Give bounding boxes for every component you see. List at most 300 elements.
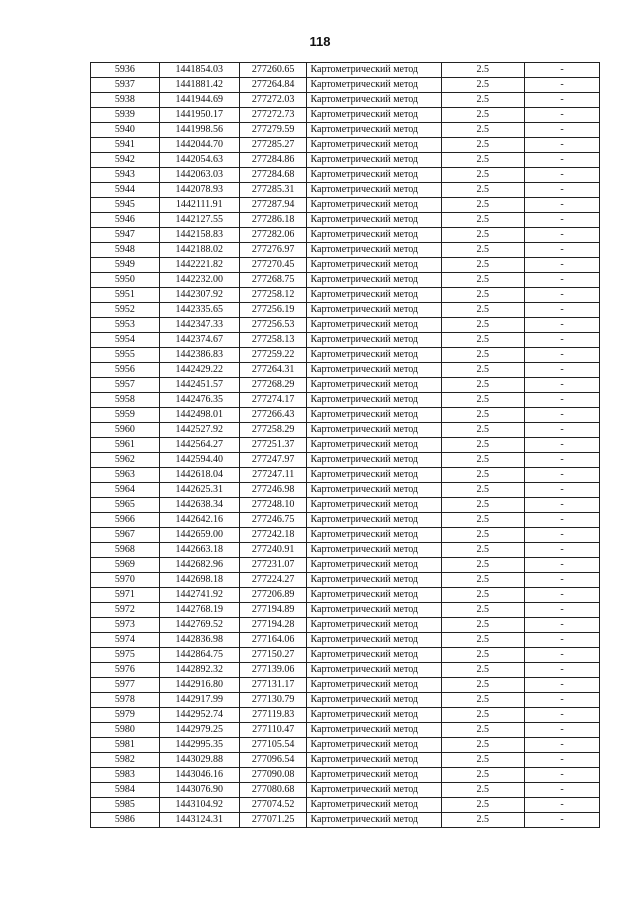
accuracy-cell: 2.5: [441, 378, 524, 393]
extra-cell: -: [525, 618, 600, 633]
point-number-cell: 5949: [91, 258, 160, 273]
method-cell: Картометрический метод: [307, 288, 441, 303]
coordinates-table-body: [91, 63, 600, 828]
method-cell: Картометрический метод: [307, 633, 441, 648]
method-cell: Картометрический метод: [307, 318, 441, 333]
method-cell: Картометрический метод: [307, 153, 441, 168]
extra-cell: -: [525, 393, 600, 408]
accuracy-cell: 2.5: [441, 783, 524, 798]
x-coordinate-cell: 1442188.02: [159, 243, 239, 258]
y-coordinate-cell: 277105.54: [239, 738, 307, 753]
accuracy-cell: 2.5: [441, 528, 524, 543]
y-coordinate-cell: 277274.17: [239, 393, 307, 408]
table-row: [91, 153, 600, 168]
table-row: [91, 318, 600, 333]
point-number-cell: 5961: [91, 438, 160, 453]
method-cell: Картометрический метод: [307, 108, 441, 123]
table-row: [91, 438, 600, 453]
method-cell: Картометрический метод: [307, 198, 441, 213]
method-cell: Картометрический метод: [307, 168, 441, 183]
x-coordinate-cell: 1441998.56: [159, 123, 239, 138]
extra-cell: -: [525, 108, 600, 123]
extra-cell: -: [525, 783, 600, 798]
accuracy-cell: 2.5: [441, 78, 524, 93]
accuracy-cell: 2.5: [441, 513, 524, 528]
x-coordinate-cell: 1442347.33: [159, 318, 239, 333]
accuracy-cell: 2.5: [441, 798, 524, 813]
y-coordinate-cell: 277164.06: [239, 633, 307, 648]
table-row: [91, 558, 600, 573]
table-row: [91, 393, 600, 408]
method-cell: Картометрический метод: [307, 513, 441, 528]
extra-cell: -: [525, 693, 600, 708]
extra-cell: -: [525, 198, 600, 213]
method-cell: Картометрический метод: [307, 423, 441, 438]
method-cell: Картометрический метод: [307, 483, 441, 498]
point-number-cell: 5983: [91, 768, 160, 783]
table-row: [91, 468, 600, 483]
x-coordinate-cell: 1443046.16: [159, 768, 239, 783]
y-coordinate-cell: 277131.17: [239, 678, 307, 693]
extra-cell: -: [525, 498, 600, 513]
accuracy-cell: 2.5: [441, 663, 524, 678]
extra-cell: -: [525, 288, 600, 303]
extra-cell: -: [525, 408, 600, 423]
point-number-cell: 5946: [91, 213, 160, 228]
table-row: [91, 423, 600, 438]
y-coordinate-cell: 277258.13: [239, 333, 307, 348]
accuracy-cell: 2.5: [441, 768, 524, 783]
point-number-cell: 5962: [91, 453, 160, 468]
x-coordinate-cell: 1442054.63: [159, 153, 239, 168]
method-cell: Картометрический метод: [307, 303, 441, 318]
extra-cell: -: [525, 183, 600, 198]
point-number-cell: 5979: [91, 708, 160, 723]
accuracy-cell: 2.5: [441, 738, 524, 753]
point-number-cell: 5958: [91, 393, 160, 408]
y-coordinate-cell: 277251.37: [239, 438, 307, 453]
x-coordinate-cell: 1442741.92: [159, 588, 239, 603]
y-coordinate-cell: 277247.97: [239, 453, 307, 468]
y-coordinate-cell: 277260.65: [239, 63, 307, 78]
table-row: [91, 603, 600, 618]
y-coordinate-cell: 277285.31: [239, 183, 307, 198]
x-coordinate-cell: 1442642.16: [159, 513, 239, 528]
accuracy-cell: 2.5: [441, 63, 524, 78]
x-coordinate-cell: 1442952.74: [159, 708, 239, 723]
y-coordinate-cell: 277246.98: [239, 483, 307, 498]
method-cell: Картометрический метод: [307, 738, 441, 753]
method-cell: Картометрический метод: [307, 468, 441, 483]
method-cell: Картометрический метод: [307, 393, 441, 408]
extra-cell: -: [525, 558, 600, 573]
accuracy-cell: 2.5: [441, 543, 524, 558]
table-row: [91, 198, 600, 213]
accuracy-cell: 2.5: [441, 138, 524, 153]
point-number-cell: 5969: [91, 558, 160, 573]
y-coordinate-cell: 277110.47: [239, 723, 307, 738]
x-coordinate-cell: 1442892.32: [159, 663, 239, 678]
extra-cell: -: [525, 423, 600, 438]
accuracy-cell: 2.5: [441, 348, 524, 363]
method-cell: Картометрический метод: [307, 708, 441, 723]
y-coordinate-cell: 277074.52: [239, 798, 307, 813]
point-number-cell: 5982: [91, 753, 160, 768]
accuracy-cell: 2.5: [441, 123, 524, 138]
y-coordinate-cell: 277248.10: [239, 498, 307, 513]
table-row: [91, 633, 600, 648]
table-row: [91, 303, 600, 318]
point-number-cell: 5978: [91, 693, 160, 708]
x-coordinate-cell: 1441881.42: [159, 78, 239, 93]
extra-cell: -: [525, 93, 600, 108]
accuracy-cell: 2.5: [441, 648, 524, 663]
table-row: [91, 243, 600, 258]
table-row: [91, 93, 600, 108]
x-coordinate-cell: 1442625.31: [159, 483, 239, 498]
y-coordinate-cell: 277259.22: [239, 348, 307, 363]
accuracy-cell: 2.5: [441, 633, 524, 648]
table-row: [91, 453, 600, 468]
method-cell: Картометрический метод: [307, 498, 441, 513]
extra-cell: -: [525, 453, 600, 468]
table-row: [91, 138, 600, 153]
point-number-cell: 5938: [91, 93, 160, 108]
table-row: [91, 168, 600, 183]
point-number-cell: 5976: [91, 663, 160, 678]
point-number-cell: 5975: [91, 648, 160, 663]
table-row: [91, 528, 600, 543]
point-number-cell: 5985: [91, 798, 160, 813]
method-cell: Картометрический метод: [307, 573, 441, 588]
extra-cell: -: [525, 798, 600, 813]
method-cell: Картометрический метод: [307, 813, 441, 828]
x-coordinate-cell: 1442659.00: [159, 528, 239, 543]
x-coordinate-cell: 1442429.22: [159, 363, 239, 378]
table-row: [91, 738, 600, 753]
y-coordinate-cell: 277285.27: [239, 138, 307, 153]
y-coordinate-cell: 277256.53: [239, 318, 307, 333]
table-row: [91, 228, 600, 243]
accuracy-cell: 2.5: [441, 258, 524, 273]
x-coordinate-cell: 1442594.40: [159, 453, 239, 468]
y-coordinate-cell: 277272.73: [239, 108, 307, 123]
x-coordinate-cell: 1442836.98: [159, 633, 239, 648]
point-number-cell: 5942: [91, 153, 160, 168]
x-coordinate-cell: 1441854.03: [159, 63, 239, 78]
y-coordinate-cell: 277268.75: [239, 273, 307, 288]
method-cell: Картометрический метод: [307, 453, 441, 468]
point-number-cell: 5972: [91, 603, 160, 618]
accuracy-cell: 2.5: [441, 318, 524, 333]
extra-cell: -: [525, 813, 600, 828]
extra-cell: -: [525, 633, 600, 648]
extra-cell: -: [525, 318, 600, 333]
extra-cell: -: [525, 723, 600, 738]
accuracy-cell: 2.5: [441, 438, 524, 453]
x-coordinate-cell: 1443029.88: [159, 753, 239, 768]
table-row: [91, 78, 600, 93]
table-row: [91, 498, 600, 513]
method-cell: Картометрический метод: [307, 363, 441, 378]
point-number-cell: 5966: [91, 513, 160, 528]
table-row: [91, 663, 600, 678]
accuracy-cell: 2.5: [441, 273, 524, 288]
method-cell: Картометрический метод: [307, 123, 441, 138]
y-coordinate-cell: 277286.18: [239, 213, 307, 228]
x-coordinate-cell: 1442916.80: [159, 678, 239, 693]
accuracy-cell: 2.5: [441, 618, 524, 633]
y-coordinate-cell: 277258.12: [239, 288, 307, 303]
y-coordinate-cell: 277194.28: [239, 618, 307, 633]
extra-cell: -: [525, 138, 600, 153]
y-coordinate-cell: 277090.08: [239, 768, 307, 783]
extra-cell: -: [525, 153, 600, 168]
extra-cell: -: [525, 573, 600, 588]
extra-cell: -: [525, 78, 600, 93]
accuracy-cell: 2.5: [441, 108, 524, 123]
y-coordinate-cell: 277264.31: [239, 363, 307, 378]
point-number-cell: 5973: [91, 618, 160, 633]
extra-cell: -: [525, 438, 600, 453]
extra-cell: -: [525, 768, 600, 783]
x-coordinate-cell: 1442769.52: [159, 618, 239, 633]
accuracy-cell: 2.5: [441, 573, 524, 588]
y-coordinate-cell: 277139.06: [239, 663, 307, 678]
method-cell: Картометрический метод: [307, 258, 441, 273]
accuracy-cell: 2.5: [441, 243, 524, 258]
extra-cell: -: [525, 363, 600, 378]
table-row: [91, 678, 600, 693]
y-coordinate-cell: 277080.68: [239, 783, 307, 798]
extra-cell: -: [525, 273, 600, 288]
coordinates-table: [90, 62, 600, 828]
table-row: [91, 288, 600, 303]
accuracy-cell: 2.5: [441, 753, 524, 768]
x-coordinate-cell: 1442111.91: [159, 198, 239, 213]
x-coordinate-cell: 1442682.96: [159, 558, 239, 573]
point-number-cell: 5953: [91, 318, 160, 333]
y-coordinate-cell: 277282.06: [239, 228, 307, 243]
point-number-cell: 5965: [91, 498, 160, 513]
extra-cell: -: [525, 738, 600, 753]
table-row: [91, 123, 600, 138]
extra-cell: -: [525, 243, 600, 258]
point-number-cell: 5963: [91, 468, 160, 483]
extra-cell: -: [525, 228, 600, 243]
table-row: [91, 543, 600, 558]
accuracy-cell: 2.5: [441, 168, 524, 183]
y-coordinate-cell: 277264.84: [239, 78, 307, 93]
y-coordinate-cell: 277256.19: [239, 303, 307, 318]
point-number-cell: 5959: [91, 408, 160, 423]
method-cell: Картометрический метод: [307, 183, 441, 198]
extra-cell: -: [525, 123, 600, 138]
extra-cell: -: [525, 708, 600, 723]
x-coordinate-cell: 1442386.83: [159, 348, 239, 363]
x-coordinate-cell: 1442768.19: [159, 603, 239, 618]
method-cell: Картометрический метод: [307, 528, 441, 543]
accuracy-cell: 2.5: [441, 363, 524, 378]
extra-cell: -: [525, 513, 600, 528]
point-number-cell: 5947: [91, 228, 160, 243]
point-number-cell: 5964: [91, 483, 160, 498]
y-coordinate-cell: 277194.89: [239, 603, 307, 618]
y-coordinate-cell: 277224.27: [239, 573, 307, 588]
y-coordinate-cell: 277287.94: [239, 198, 307, 213]
x-coordinate-cell: 1442158.83: [159, 228, 239, 243]
point-number-cell: 5974: [91, 633, 160, 648]
x-coordinate-cell: 1443076.90: [159, 783, 239, 798]
method-cell: Картометрический метод: [307, 543, 441, 558]
point-number-cell: 5943: [91, 168, 160, 183]
table-row: [91, 783, 600, 798]
point-number-cell: 5948: [91, 243, 160, 258]
method-cell: Картометрический метод: [307, 648, 441, 663]
y-coordinate-cell: 277279.59: [239, 123, 307, 138]
point-number-cell: 5970: [91, 573, 160, 588]
table-row: [91, 258, 600, 273]
x-coordinate-cell: 1442618.04: [159, 468, 239, 483]
method-cell: Картометрический метод: [307, 558, 441, 573]
x-coordinate-cell: 1442335.65: [159, 303, 239, 318]
accuracy-cell: 2.5: [441, 93, 524, 108]
point-number-cell: 5941: [91, 138, 160, 153]
accuracy-cell: 2.5: [441, 213, 524, 228]
table-row: [91, 363, 600, 378]
extra-cell: -: [525, 483, 600, 498]
x-coordinate-cell: 1442044.70: [159, 138, 239, 153]
point-number-cell: 5967: [91, 528, 160, 543]
x-coordinate-cell: 1442498.01: [159, 408, 239, 423]
accuracy-cell: 2.5: [441, 228, 524, 243]
accuracy-cell: 2.5: [441, 603, 524, 618]
y-coordinate-cell: 277247.11: [239, 468, 307, 483]
method-cell: Картометрический метод: [307, 228, 441, 243]
extra-cell: -: [525, 303, 600, 318]
extra-cell: -: [525, 348, 600, 363]
accuracy-cell: 2.5: [441, 183, 524, 198]
y-coordinate-cell: 277268.29: [239, 378, 307, 393]
x-coordinate-cell: 1442995.35: [159, 738, 239, 753]
accuracy-cell: 2.5: [441, 468, 524, 483]
method-cell: Картометрический метод: [307, 243, 441, 258]
table-row: [91, 213, 600, 228]
x-coordinate-cell: 1442232.00: [159, 273, 239, 288]
extra-cell: -: [525, 333, 600, 348]
extra-cell: -: [525, 468, 600, 483]
accuracy-cell: 2.5: [441, 498, 524, 513]
extra-cell: -: [525, 213, 600, 228]
table-row: [91, 693, 600, 708]
x-coordinate-cell: 1441944.69: [159, 93, 239, 108]
accuracy-cell: 2.5: [441, 333, 524, 348]
y-coordinate-cell: 277284.86: [239, 153, 307, 168]
table-row: [91, 798, 600, 813]
accuracy-cell: 2.5: [441, 153, 524, 168]
method-cell: Картометрический метод: [307, 438, 441, 453]
x-coordinate-cell: 1442221.82: [159, 258, 239, 273]
method-cell: Картометрический метод: [307, 333, 441, 348]
table-row: [91, 273, 600, 288]
y-coordinate-cell: 277272.03: [239, 93, 307, 108]
method-cell: Картометрический метод: [307, 753, 441, 768]
point-number-cell: 5945: [91, 198, 160, 213]
y-coordinate-cell: 277284.68: [239, 168, 307, 183]
x-coordinate-cell: 1442374.67: [159, 333, 239, 348]
x-coordinate-cell: 1442917.99: [159, 693, 239, 708]
x-coordinate-cell: 1442527.92: [159, 423, 239, 438]
x-coordinate-cell: 1442698.18: [159, 573, 239, 588]
table-row: [91, 708, 600, 723]
x-coordinate-cell: 1442564.27: [159, 438, 239, 453]
table-row: [91, 753, 600, 768]
table-row: [91, 63, 600, 78]
accuracy-cell: 2.5: [441, 558, 524, 573]
extra-cell: -: [525, 648, 600, 663]
table-row: [91, 588, 600, 603]
accuracy-cell: 2.5: [441, 198, 524, 213]
y-coordinate-cell: 277240.91: [239, 543, 307, 558]
y-coordinate-cell: 277150.27: [239, 648, 307, 663]
point-number-cell: 5984: [91, 783, 160, 798]
x-coordinate-cell: 1443104.92: [159, 798, 239, 813]
point-number-cell: 5981: [91, 738, 160, 753]
x-coordinate-cell: 1443124.31: [159, 813, 239, 828]
extra-cell: -: [525, 168, 600, 183]
point-number-cell: 5950: [91, 273, 160, 288]
point-number-cell: 5939: [91, 108, 160, 123]
point-number-cell: 5937: [91, 78, 160, 93]
y-coordinate-cell: 277071.25: [239, 813, 307, 828]
point-number-cell: 5968: [91, 543, 160, 558]
accuracy-cell: 2.5: [441, 693, 524, 708]
y-coordinate-cell: 277231.07: [239, 558, 307, 573]
extra-cell: -: [525, 378, 600, 393]
point-number-cell: 5936: [91, 63, 160, 78]
y-coordinate-cell: 277242.18: [239, 528, 307, 543]
accuracy-cell: 2.5: [441, 303, 524, 318]
y-coordinate-cell: 277258.29: [239, 423, 307, 438]
method-cell: Картометрический метод: [307, 618, 441, 633]
method-cell: Картометрический метод: [307, 273, 441, 288]
extra-cell: -: [525, 543, 600, 558]
table-row: [91, 108, 600, 123]
point-number-cell: 5940: [91, 123, 160, 138]
y-coordinate-cell: 277206.89: [239, 588, 307, 603]
method-cell: Картометрический метод: [307, 63, 441, 78]
x-coordinate-cell: 1441950.17: [159, 108, 239, 123]
y-coordinate-cell: 277246.75: [239, 513, 307, 528]
x-coordinate-cell: 1442979.25: [159, 723, 239, 738]
table-row: [91, 648, 600, 663]
method-cell: Картометрический метод: [307, 138, 441, 153]
table-row: [91, 813, 600, 828]
table-row: [91, 513, 600, 528]
point-number-cell: 5952: [91, 303, 160, 318]
method-cell: Картометрический метод: [307, 693, 441, 708]
table-row: [91, 723, 600, 738]
accuracy-cell: 2.5: [441, 708, 524, 723]
y-coordinate-cell: 277096.54: [239, 753, 307, 768]
table-row: [91, 183, 600, 198]
x-coordinate-cell: 1442864.75: [159, 648, 239, 663]
extra-cell: -: [525, 528, 600, 543]
accuracy-cell: 2.5: [441, 288, 524, 303]
table-row: [91, 378, 600, 393]
table-row: [91, 333, 600, 348]
extra-cell: -: [525, 753, 600, 768]
